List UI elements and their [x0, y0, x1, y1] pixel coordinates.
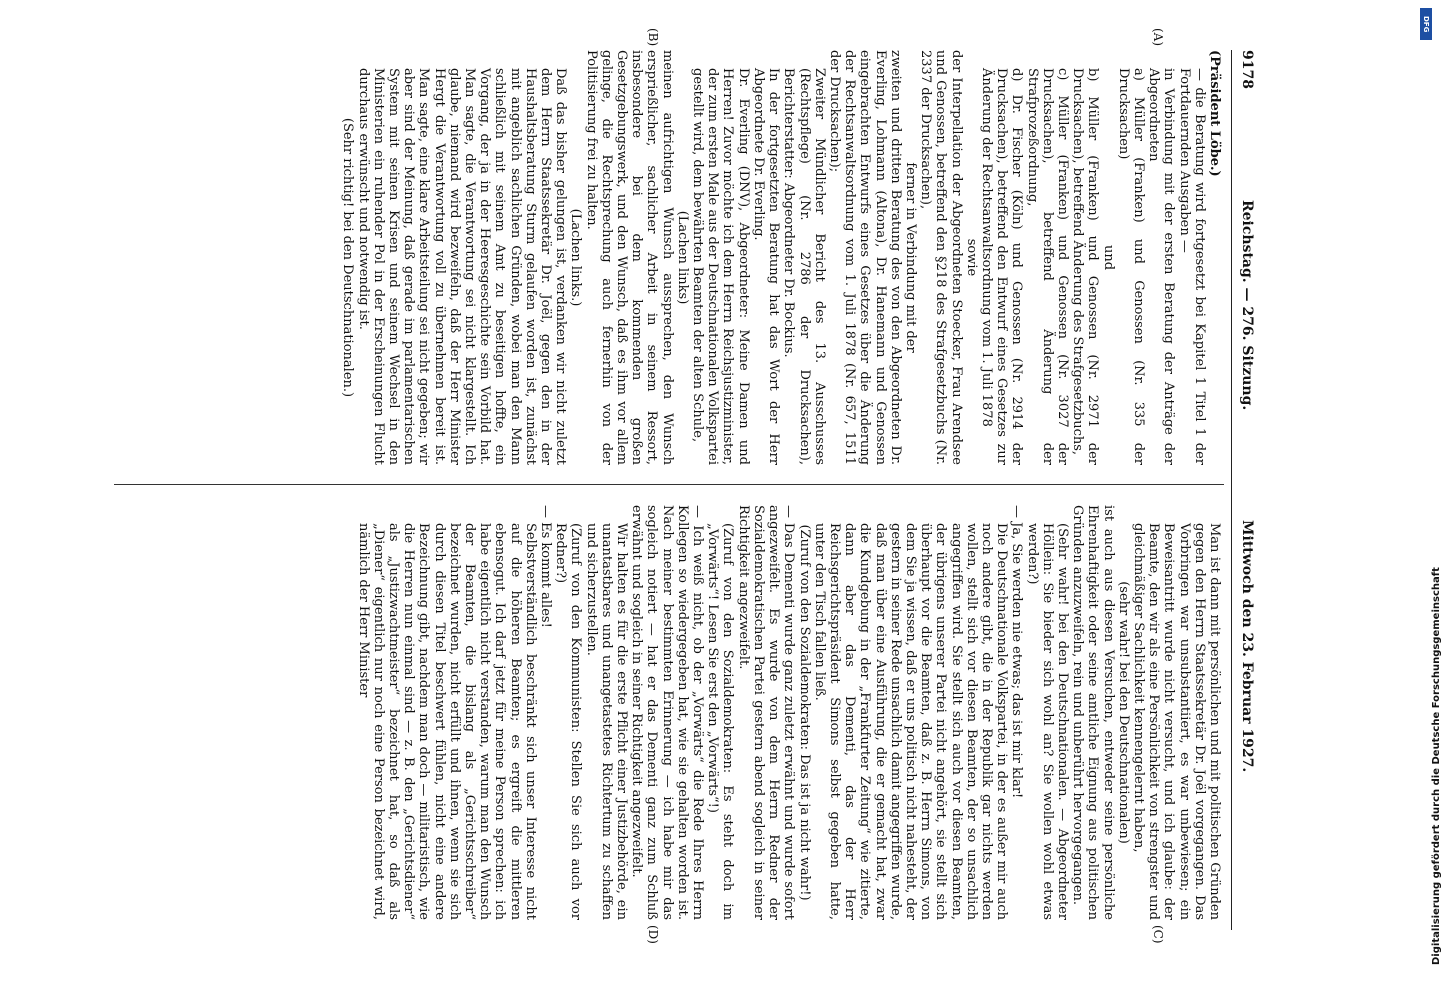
paragraph: zweiten und dritten Beratung des von den Abgeordneten Dr. Everling, Lohmann (Altona), Dr. Hanemann und Genossen eingebrachten Entwurfs eines Gesetzes über die Änderung der Rechtsanwaltsordnung vom 1. Juli 1878 (Nr. 657, 1511 der Drucksachen);: [826, 50, 903, 465]
paragraph: (Zuruf von den Sozialdemokraten: Das ist ja nicht wahr!): [796, 524, 812, 901]
paragraph: Selbstverständlich beschränkt sich unser Interesse nicht auf die höheren Beamten; es ergreift die mittleren ebensogut. Ich darf jetzt für meine Person sprechen: ich habe eigentlich nicht verstanden, warum man den Wunsch der Beamten, die bislang als „Gerichtsschreiber“ bezeichnet wurden, nicht erfüllt und ihnen, wenn sie sich durch diesen Titel beschwert fühlen, nicht eine andere Bezeichnung gibt, nachdem man doch — militaristisch, wie die Herren nun einmal sind — z. B. den „Gerichtsdiener“ als „Justizwachtmeister“ bezeichnet hat, so daß als „Diener“ eigentlich nur noch eine Person bezeichnet wird, nämlich der Herr Minister: [355, 523, 538, 920]
paragraph: (Lachen links): [674, 210, 690, 305]
paragraph: Wir halten es für die erste Pflicht einer Justizbehörde, ein unantastbares und unangetastetes Richtertum zu schaffen und sicherzustellen.: [583, 523, 630, 920]
paragraph: — die Beratung wird fortgesetzt bei Kapitel 1 Titel 1 der Fortdauernden Ausgaben —: [1176, 68, 1207, 465]
paragraph: a) Müller (Franken) und Genossen (Nr. 335 der Drucksachen): [1115, 68, 1146, 465]
paragraph: in Verbindung mit der ersten Beratung der Anträge der Abgeordneten: [1146, 68, 1177, 465]
paragraph: — Ich weiß nicht, ob der „Vorwärts“ die Rede Ihres Herrn Kollegen so wiedergegeben hat, wie sie gehalten worden ist. Nach meiner bestimmten Erinnerung — ich habe mir das sogleich notiert — hat er das Dementi ganz zum Schluß erwähnt und sogleich in seiner Richtigkeit angezweifelt.: [629, 505, 706, 920]
margin-mark-c: (C): [1151, 925, 1165, 944]
paragraph: b) Müller (Franken) und Genossen (Nr. 2971 der Drucksachen), betreffend Änderung des Strafgesetzbuchs,: [1070, 68, 1101, 465]
margin-mark-b: (B): [646, 28, 660, 47]
paragraph: (Lachen links.): [568, 208, 584, 307]
paragraph: — Ja, Sie werden nie etwas; das ist mir klar!: [1009, 505, 1025, 799]
right-column: [355, 505, 1222, 920]
left-column: [340, 50, 1222, 465]
session-title: Reichstag. — 276. Sitzung.: [1239, 200, 1255, 411]
session-date: Mittwoch den 23. Februar 1927.: [1239, 520, 1255, 773]
paragraph: d) Dr. Fischer (Köln) und Genossen (Nr. 2914 der Drucksachen), betreffend den Entwurf eines Gesetzes zur Änderung der Rechtsanwaltsordnung vom 1. Juli 1878: [978, 68, 1025, 465]
paragraph: ferner in Verbindung mit der: [902, 162, 918, 353]
document-page: [90, 28, 1260, 950]
paragraph: c) Müller (Franken) und Genossen (Nr. 3027 der Drucksachen), betreffend Änderung der Strafprozeßordnung,: [1024, 68, 1070, 465]
paragraph: In der fortgesetzten Beratung hat das Wort der Herr Abgeordnete Dr. Everling.: [750, 68, 782, 465]
dfg-logo: DFG: [1420, 8, 1432, 40]
digitization-sidebar: [1395, 10, 1442, 990]
margin-mark-d: (D): [646, 925, 660, 944]
paragraph: sowie: [963, 238, 979, 277]
paragraph: (Sehr richtig! bei den Deutschnationalen.): [340, 117, 356, 398]
paragraph: und: [1100, 244, 1116, 271]
paragraph: ist auch aus diesen Versuchen, entweder seine persönliche Ehrenhaftigkeit oder seine amtliche Eignung aus politischen Gründen anzuzweifeln, rein und unberührt hervorgegangen.: [1070, 505, 1116, 920]
page-number: 9178: [1239, 50, 1255, 89]
paragraph: Daß das bisher gelungen ist, verdanken wir nicht zuletzt dem Herrn Staatssekretär Dr. Joël, gegen den in der Haushaltsberatung Sturm gelaufen worden ist, zunächst mit angeblich sachlichen Gründen, wobei man den Mann schließlich mit seinem Amt zu beseitigen hoffte, ein Vorgang, der ja in der Heeresgeschichte sein Vorbild hat. Man sagte, die Verantwortung sei nicht klargestellt. Ich glaube, niemand wird bezweifeln, daß der Herr Minister Hergt die Verantwortung voll zu übernehmen bereit ist. Man sagte, eine klare Arbeitsteilung sei nicht gegeben; wir aber sind der Meinung, daß gerade im parlamentarischen System mit seinen Krisen und seinem Wechsel in den Ministerien ein ruhender Pol in der Erscheinungen Flucht durchaus erwünscht und notwendig ist.: [355, 68, 569, 465]
paragraph: Man ist dann mit persönlichen und mit politischen Gründen gegen den Herrn Staatssekretär Dr. Joël vorgegangen. Das Vorbringen war unsubstantiiert, es war unbewiesen; ein Beweisantritt wurde nicht versucht, und ich glaube: der Beamte, den wir als eine Persönlichkeit von strengster und gleichmäßiger Sachlichkeit kennengelernt haben,: [1130, 523, 1222, 920]
paragraph: (Zuruf von den Kommunisten: Stellen Sie sich auch vor Redner?): [553, 523, 584, 920]
paragraph: — Das Dementi wurde ganz zuletzt erwähnt und wurde sofort angezweifelt. Es wurde von dem Herrn Redner der Sozialdemokratischen Partei gestern abend sogleich in seiner Richtigkeit angezweifelt.: [735, 505, 797, 920]
column-divider: [114, 484, 1224, 485]
paragraph: meinen aufrichtigen Wunsch aussprechen, den Wunsch ersprießlicher, sachlicher Arbeit in seinem Ressort, insbesondere bei dem kommenden großen Gesetzgebungswerk, und den Wunsch, daß es ihm vor allem gelinge, die Rechtsprechung auch fernerhin von der Politisierung frei zu halten.: [583, 50, 675, 465]
margin-mark-a: (A): [1151, 28, 1165, 47]
paragraph: (Zuruf von den Sozialdemokraten: Es steht doch im „Vorwärts“! Lesen Sie erst den „Vorwärts“!): [705, 523, 736, 920]
paragraph: (Präsident Löbe.): [1207, 50, 1222, 177]
paragraph: der Interpellation der Abgeordneten Stoecker, Frau Arendsee und Genossen, betreffend den §218 des Strafgesetzbuchs (Nr. 2337 der Drucksachen),: [918, 50, 964, 465]
paragraph: (sehr wahr! bei den Deutschnationalen): [1115, 581, 1131, 844]
running-header: [1231, 50, 1254, 930]
paragraph: Zweiter Mündlicher Bericht des 13. Ausschusses (Rechtspflege) (Nr. 2786 der Drucksachen), Berichterstatter: Abgeordneter Dr. Bockius.: [781, 68, 827, 465]
paragraph: — Es kommt alles!: [538, 505, 554, 628]
paragraph: Dr. Everling (DNV), Abgeordneter: Meine Damen und Herren! Zuvor möchte ich dem Herrn Reichsjustizminister, der zum ersten Male aus der Deutschnationalen Volkspartei gestellt wird, dem bewährten Beamten der alten Schule,: [690, 68, 751, 465]
digitization-note: Digitalisierung gefördert durch die Deutsche Forschungsgemeinschaft: [1431, 567, 1442, 965]
paragraph: Die Deutschnationale Volkspartei, in der es außer mir auch noch andere gibt, die in der Republik gar nichts werden wollen, stellt sich vor diesen Beamten, der so unsachlich angegriffen wird. Sie stellt sich auch vor diesen Beamten, der übrigens unserer Partei nicht angehört, sie stellt sich überhaupt vor die Beamten, daß z. B. Herrn Simons, von dem Sie ja wissen, daß er uns politisch nicht nahesteht, der gestern in seiner Rede unsachlich damit angegriffen wurde, daß man über eine Ausführung, die er gemacht hat, zwar die Kundgebung in der „Frankfurter Zeitung“ wie zitierte, dann aber das Dementi, das der Herr Reichsgerichtspräsident Simons selbst gegeben hatte, unter den Tisch fallen ließ.: [811, 523, 1010, 920]
paragraph: (Sehr wahr! bei den Deutschnationalen. — Abgeordneter Höllein: Sie bieder sich wohl an? Sie wollen wohl etwas werden?): [1024, 523, 1070, 920]
